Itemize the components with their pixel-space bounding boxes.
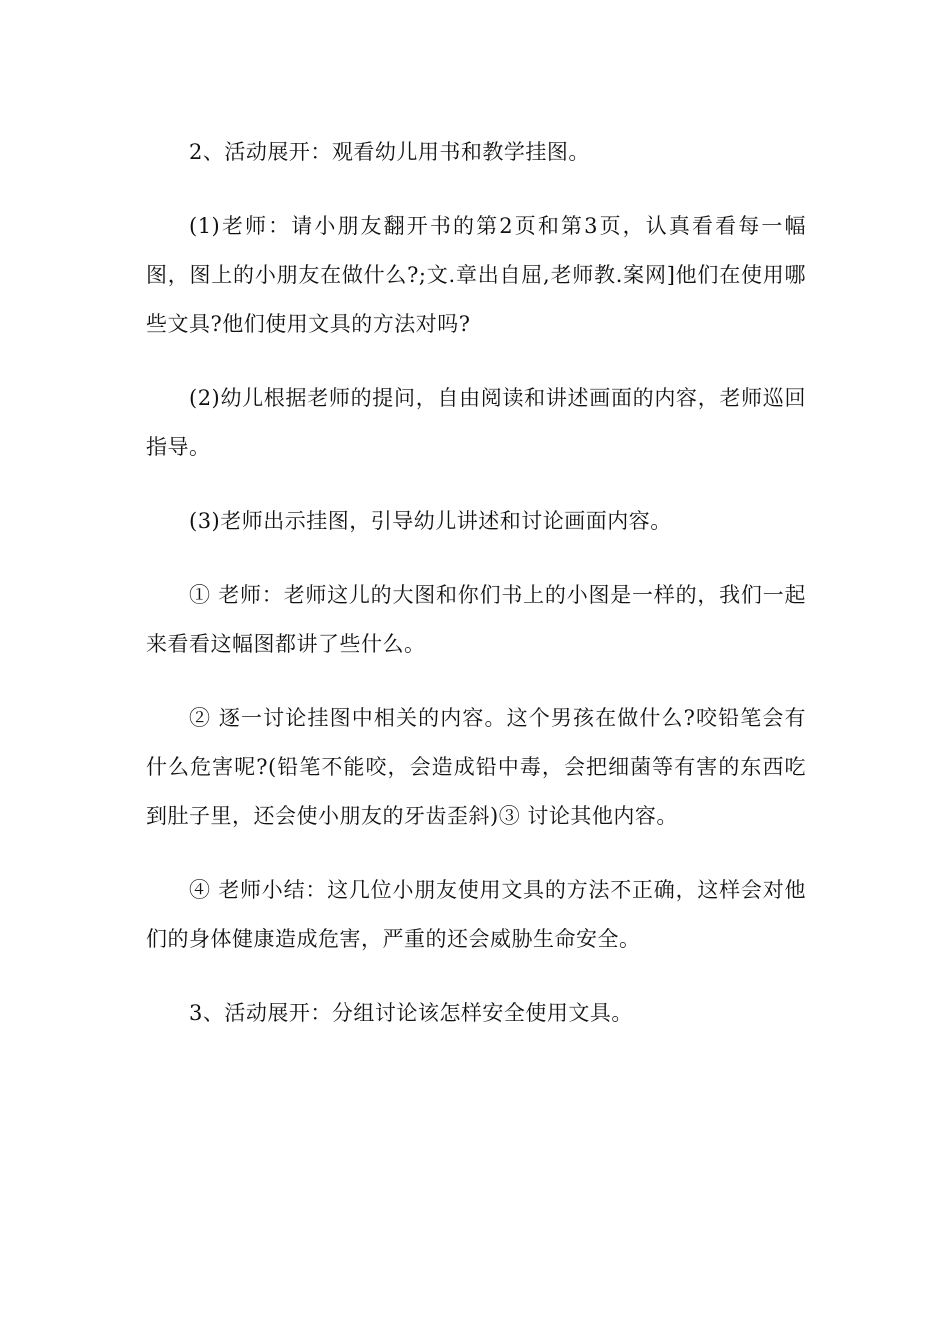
paragraph-step-3: (3)老师出示挂图，引导幼儿讲述和讨论画面内容。 [189, 509, 672, 533]
paragraph-activity-2: 2、活动展开：观看幼儿用书和教学挂图。 [189, 140, 590, 164]
document-body [146, 128, 806, 1063]
paragraph-point-2: ② 逐一讨论挂图中相关的内容。这个男孩在做什么?咬铅笔会有什么危害呢?(铅笔不能咬，会造成铅中毒，会把细菌等有害的东西吃到肚子里，还会使小朋友的牙齿歪斜)③ 讨论其他内容。 [146, 706, 806, 828]
paragraph-step-1: (1)老师：请小朋友翻开书的第2页和第3页，认真看看每一幅图，图上的小朋友在做什么?;文.章出自屈,老师教.案网]他们在使用哪些文具?他们使用文具的方法对吗? [146, 214, 806, 336]
paragraph-step-2: (2)幼儿根据老师的提问，自由阅读和讲述画面的内容，老师巡回指导。 [146, 386, 806, 459]
paragraph-point-1: ① 老师：老师这儿的大图和你们书上的小图是一样的，我们一起来看看这幅图都讲了些什么。 [146, 583, 806, 656]
paragraph-point-4: ④ 老师小结：这几位小朋友使用文具的方法不正确，这样会对他们的身体健康造成危害，严重的还会威胁生命安全。 [146, 878, 806, 951]
paragraph-activity-3: 3、活动展开：分组讨论该怎样安全使用文具。 [189, 1001, 633, 1025]
